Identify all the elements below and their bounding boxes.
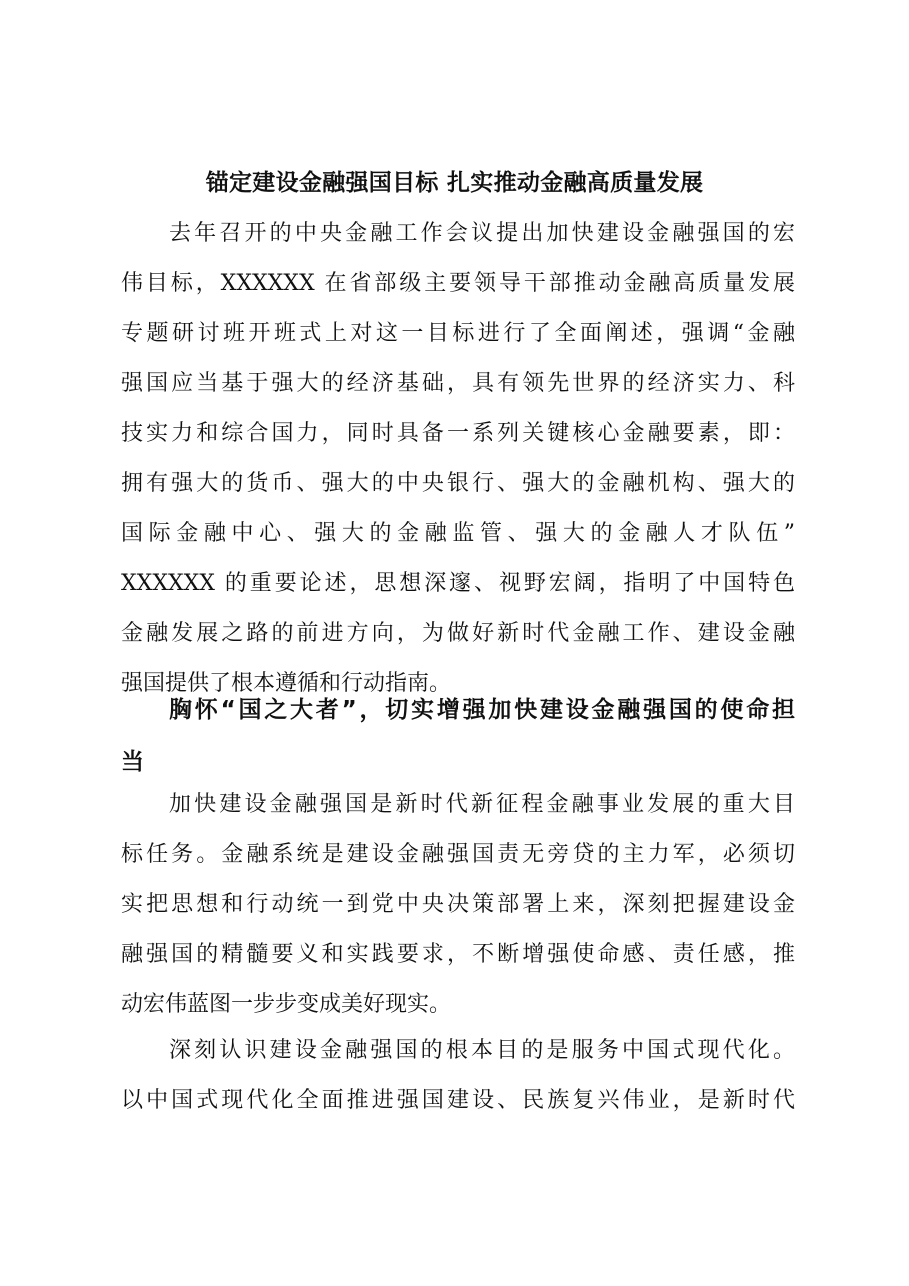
paragraph-line: 国际金融中心、强大的金融监管、强大的金融人才队伍” xyxy=(121,521,795,546)
paragraph-line: 加快建设金融强国是新时代新征程金融事业发展的重大目 xyxy=(169,792,795,817)
paragraph-line: 金融发展之路的前进方向，为做好新时代金融工作、建设金融 xyxy=(121,621,795,646)
paragraph-line: 专题研讨班开班式上对这一目标进行了全面阐述，强调“金融 xyxy=(121,321,795,346)
section-heading xyxy=(121,684,795,788)
paragraph-line: 融强国的精髓要义和实践要求，不断增强使命感、责任感，推 xyxy=(121,942,795,967)
paragraph-modernization xyxy=(121,1026,795,1126)
paragraph-line: 技实力和综合国力，同时具备一系列关键核心金融要素，即： xyxy=(121,421,795,446)
paragraph-line: 标任务。金融系统是建设金融强国责无旁贷的主力军，必须切 xyxy=(121,842,795,867)
paragraph-mission xyxy=(121,780,795,1030)
paragraph-line: XXXXXX 的重要论述，思想深邃、视野宏阔，指明了中国特色 xyxy=(121,571,795,596)
paragraph-line: 强国提供了根本遵循和行动指南。 xyxy=(121,671,452,696)
paragraph-line: 实把思想和行动统一到党中央决策部署上来，深刻把握建设金 xyxy=(121,892,795,917)
paragraph-line: 深刻认识建设金融强国的根本目的是服务中国式现代化。 xyxy=(169,1038,795,1063)
heading-line: 当 xyxy=(121,749,144,775)
heading-line: 胸怀“国之大者”，切实增强加快建设金融强国的使命担 xyxy=(169,697,795,723)
paragraph-line: 强国应当基于强大的经济基础，具有领先世界的经济实力、科 xyxy=(121,371,795,396)
paragraph-intro xyxy=(121,209,795,709)
document-title: 锚定建设金融强国目标 扎实推动金融高质量发展 xyxy=(205,169,704,196)
paragraph-line: 以中国式现代化全面推进强国建设、民族复兴伟业，是新时代 xyxy=(121,1088,795,1113)
paragraph-line: 拥有强大的货币、强大的中央银行、强大的金融机构、强大的 xyxy=(121,471,795,496)
paragraph-line: 动宏伟蓝图一步步变成美好现实。 xyxy=(121,992,452,1017)
paragraph-line: 去年召开的中央金融工作会议提出加快建设金融强国的宏 xyxy=(169,221,795,246)
paragraph-line: 伟目标，XXXXXX 在省部级主要领导干部推动金融高质量发展 xyxy=(121,271,795,296)
